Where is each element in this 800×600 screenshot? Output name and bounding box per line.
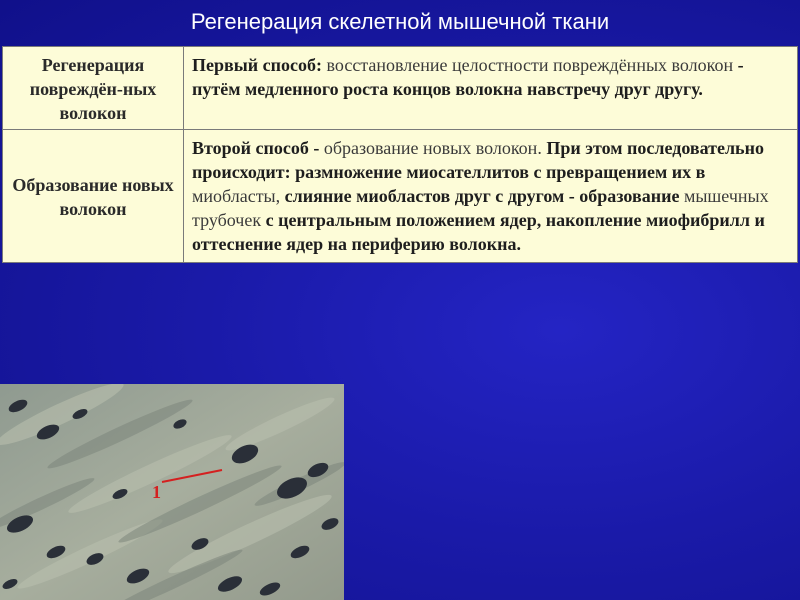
text-segment: образование новых волокон. xyxy=(323,138,547,158)
fiber-marker-label: 1 xyxy=(152,482,161,502)
text-segment: миобласты, xyxy=(192,186,285,206)
muscle-tissue-micrograph xyxy=(0,384,344,600)
text-segment: мышечных трубочек xyxy=(192,186,769,230)
text-segment: с центральным положением ядер, накопление миофибрилл и оттеснение ядер на периферию волокна. xyxy=(192,210,765,254)
slide-title: Регенерация скелетной мышечной ткани xyxy=(190,9,610,34)
table-row-first-method xyxy=(3,47,798,130)
row-text-first-method xyxy=(184,47,798,130)
row-heading-new-fibers: Образование новых волокон xyxy=(3,130,184,263)
text-segment: восстановление целостности повреждённых волокон xyxy=(326,55,738,75)
text-segment: При этом последовательно происходит: размножение миосателлитов с превращением их в xyxy=(192,138,764,182)
row-text-second-method xyxy=(184,130,798,263)
content-table xyxy=(2,46,798,263)
text-segment: - путём медленного роста концов волокна навстречу друг другу. xyxy=(192,55,744,99)
table-row-second-method xyxy=(3,130,798,263)
row-heading-damaged-fibers: Регенерация повреждён-ных волокон xyxy=(3,47,184,130)
text-segment: слияние миобластов друг с другом - образование xyxy=(284,186,684,206)
text-segment: Второй способ - xyxy=(192,138,324,158)
text-segment: Первый способ: xyxy=(192,55,327,75)
